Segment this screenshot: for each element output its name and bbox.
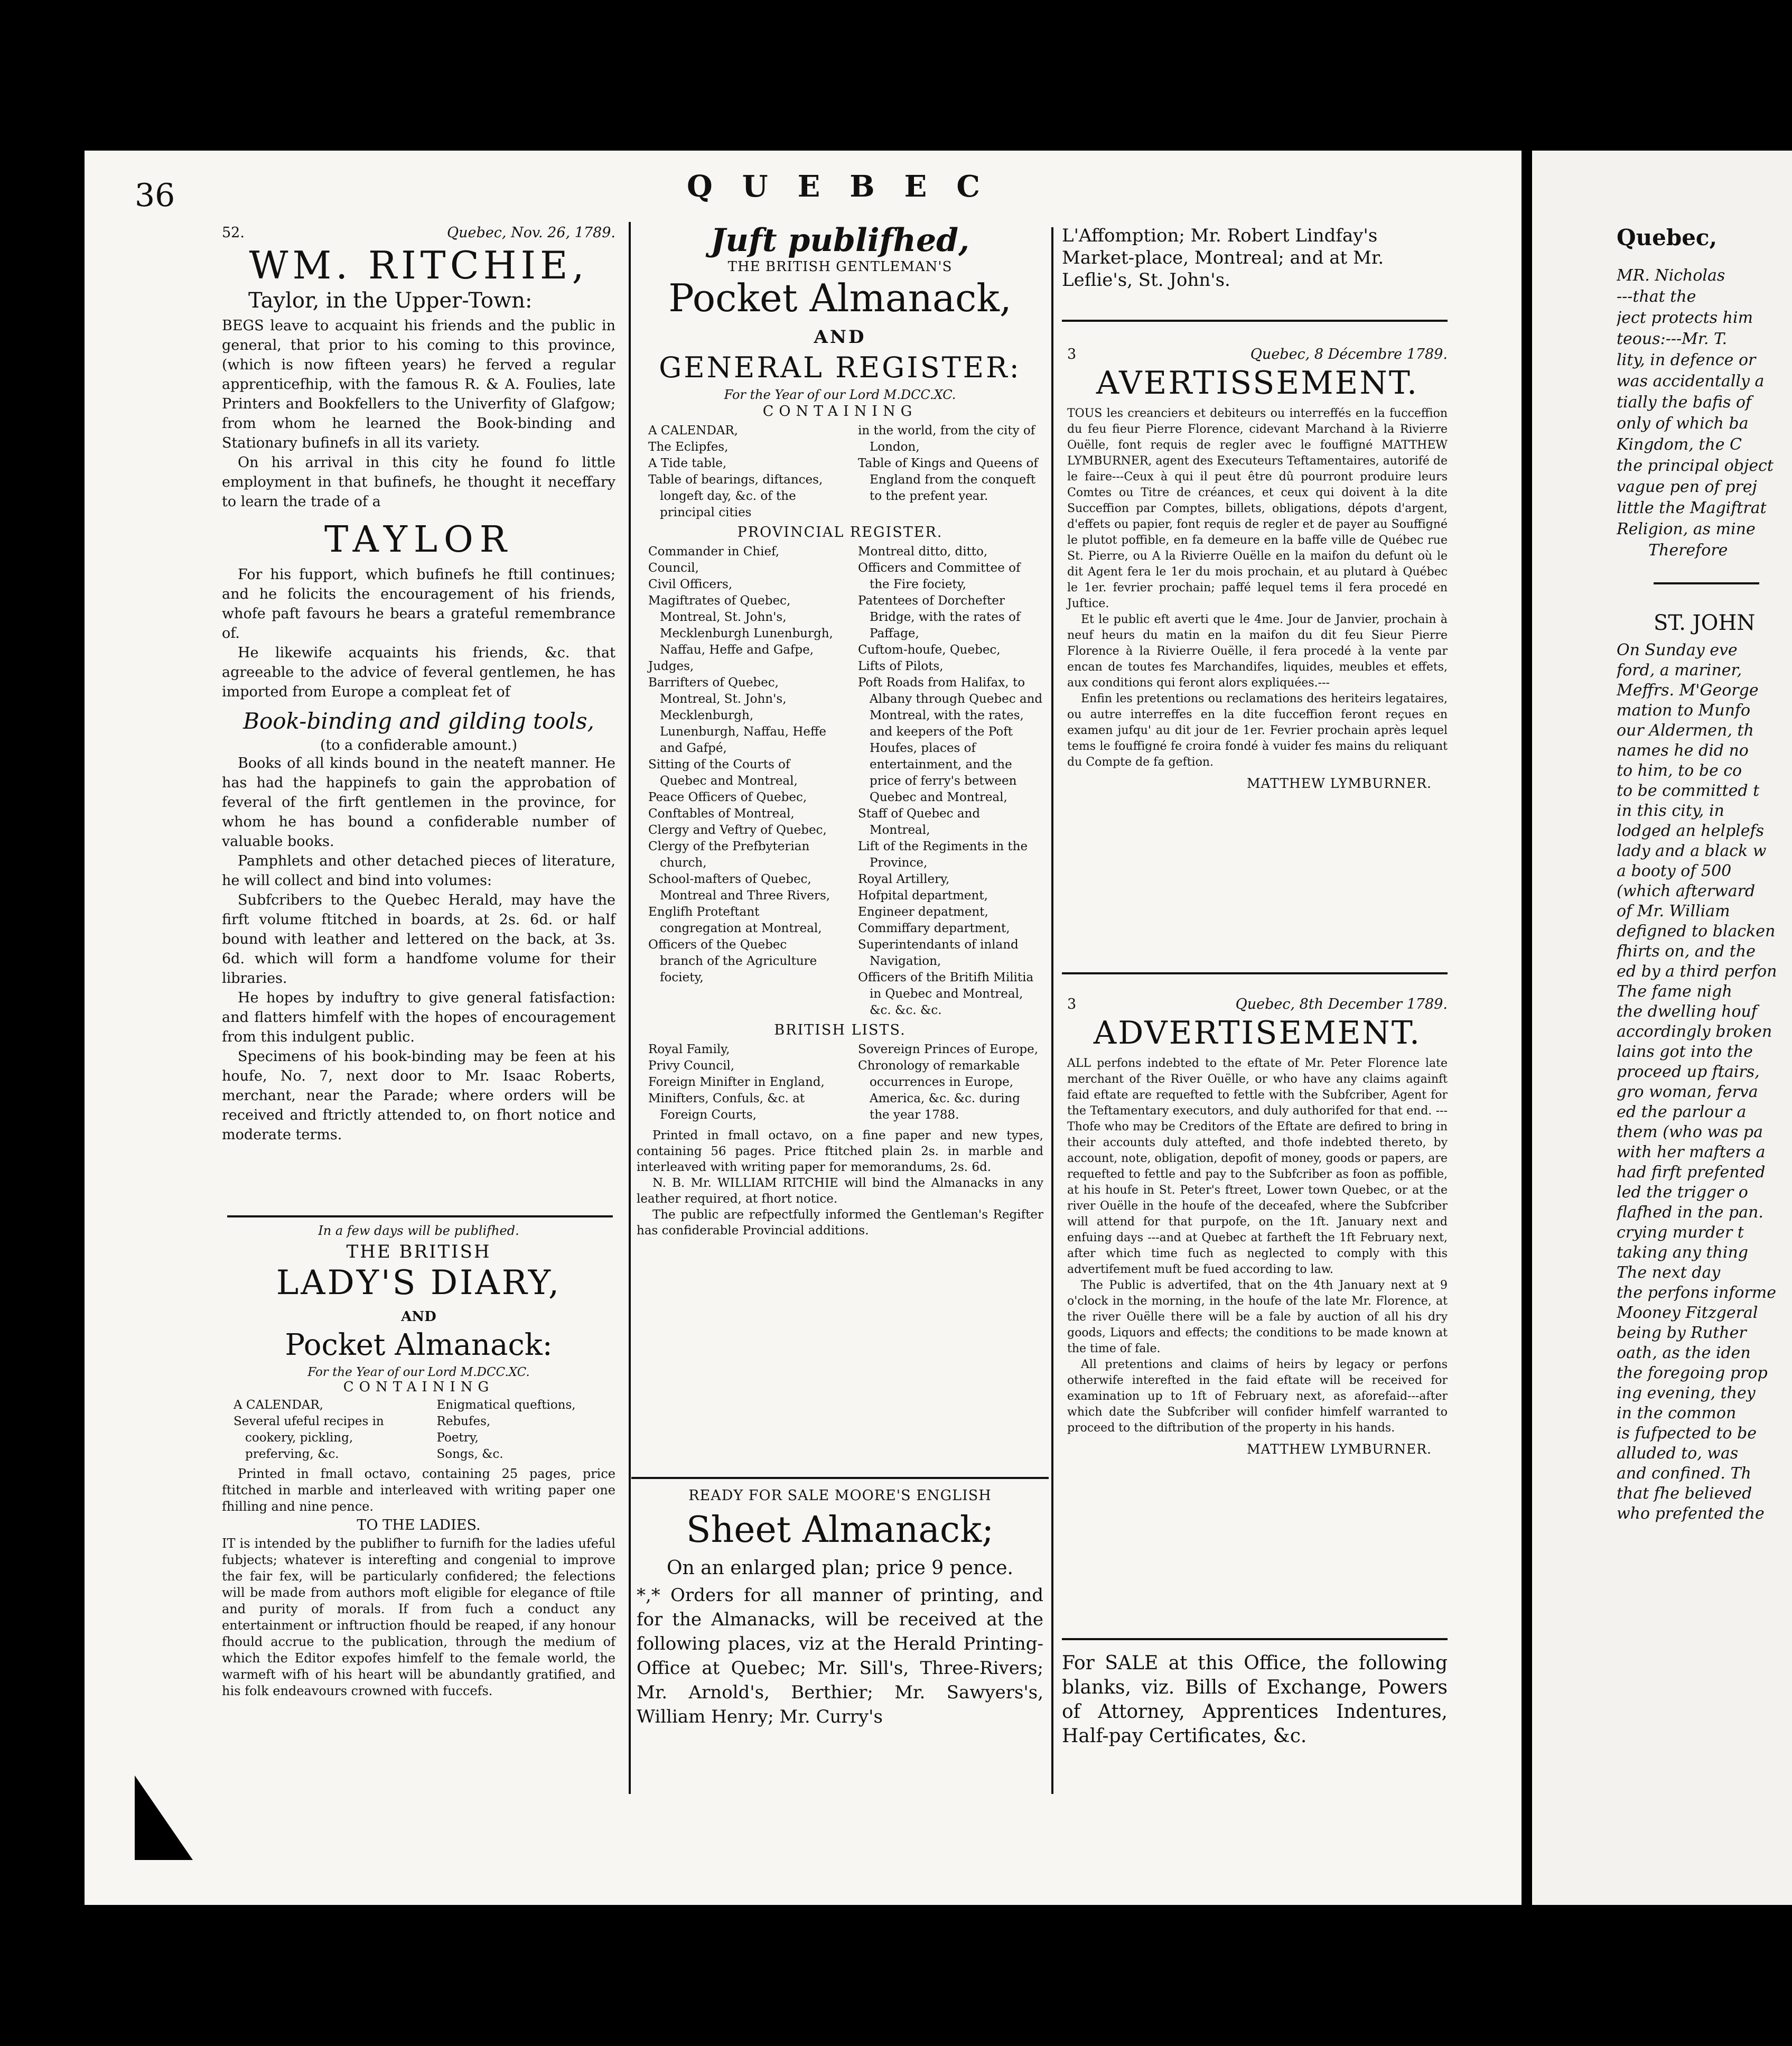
- advert-dateline: Quebec, 8 Décembre 1789.: [1250, 346, 1448, 362]
- list-item: Commander in Chief,: [648, 545, 780, 559]
- list-item: Staff of Quebec and Montreal,: [858, 807, 981, 837]
- section-rule: [1062, 320, 1448, 322]
- text-line: was accidentally a: [1617, 372, 1765, 390]
- sheet-title: Sheet Almanack;: [686, 1509, 994, 1551]
- list-item: Rebufes,: [436, 1415, 491, 1428]
- list-item: Peace Officers of Quebec,: [648, 790, 807, 804]
- list-item: The Eclipfes,: [648, 440, 729, 454]
- nb-note: N. B. Mr. WILLIAM RITCHIE will bind the Almanacks in any leather required, at fhort notice.: [637, 1176, 1043, 1206]
- paragraph: Enfin les pretentions ou reclamations des heriteirs legataires, ou autre interreffes en la dite fucceffion feront reçues en examen jufqu' au dit jour de 1er. Fevrier prochain après lequel tems le fouffigné fe croira fondé à vuider fes mains du reliquant du Compte de fa geftion.: [1067, 692, 1448, 769]
- paragraph: For his fupport, which bufinefs he ftill continues; and he folicits the encouragement of his friends, whofe paft favours he bears a grateful remembrance of.: [222, 566, 615, 641]
- avertissement-advert: [1067, 346, 1448, 791]
- list-item: Table of bearings, diftances, longeft day, &c. of the principal cities: [648, 473, 823, 519]
- section-rule: [1654, 582, 1759, 584]
- paragraph: On his arrival in this city he found fo little employment in that bufinefs, he thought it neceffary to learn the trade of a: [222, 454, 615, 510]
- st-john-heading: ST. JOHN: [1654, 611, 1756, 635]
- text-line: the perfons informe: [1617, 1284, 1777, 1302]
- list-item: Officers and Committee of the Fire fociety,: [858, 561, 1021, 591]
- text-line: to be committed t: [1617, 782, 1760, 800]
- text-line: vague pen of prej: [1617, 478, 1757, 496]
- column-three: [1062, 225, 1448, 291]
- text-line: fhirts on, and the: [1617, 942, 1756, 961]
- year-line: For the Year of our Lord M.DCC.XC.: [724, 387, 956, 402]
- intro-line: In a few days will be publifhed.: [318, 1223, 519, 1238]
- text-line: our Aldermen, th: [1617, 721, 1754, 740]
- sub-title: THE BRITISH GENTLEMAN'S: [727, 259, 953, 275]
- text-line: to him, to be co: [1617, 761, 1742, 780]
- text-line: little the Magiftrat: [1617, 499, 1767, 517]
- list-item: Civil Officers,: [648, 578, 733, 591]
- list-item: Lifts of Pilots,: [858, 659, 944, 673]
- advert-dateline: Quebec, 8th December 1789.: [1235, 996, 1448, 1012]
- plan-line: On an enlarged plan; price 9 pence.: [667, 1557, 1013, 1579]
- text-line: in the common: [1617, 1404, 1737, 1422]
- list-item: A CALENDAR,: [234, 1398, 323, 1412]
- title-line: THE BRITISH: [346, 1241, 491, 1262]
- ready-line: READY FOR SALE MOORE'S ENGLISH: [688, 1487, 992, 1504]
- list-item: A CALENDAR,: [648, 424, 738, 438]
- text-line: Kingdom, the C: [1617, 435, 1742, 454]
- list-item: in the world, from the city of London,: [858, 424, 1035, 454]
- year-line: For the Year of our Lord M.DCC.XC.: [307, 1365, 530, 1379]
- list-item: Table of Kings and Queens of England from the conqueft to the prefent year.: [858, 457, 1038, 503]
- text-line: with her mafters a: [1617, 1143, 1766, 1161]
- text-line: Mooney Fitzgeral: [1617, 1304, 1758, 1322]
- next-page-header: Quebec,: [1617, 225, 1718, 250]
- text-line: that fhe believed: [1617, 1484, 1752, 1503]
- text-line: lity, in defence or: [1617, 351, 1756, 369]
- lady-diary-advert: [222, 1223, 615, 1699]
- paragraph: All pretentions and claims of heirs by legacy or perfons otherwife interefted in the faid eftate will be received for examination up to 1ft of February next, as aforefaid---after which date the Subfcriber will confider himfelf warranted to proceed to the diftribution of the property in his hands.: [1067, 1358, 1448, 1435]
- list-item: Privy Council,: [648, 1059, 735, 1073]
- list-item: Magiftrates of Quebec, Montreal, St. John's, Mecklenburgh Lunenburgh, Naffau, Heffe and Gafpe,: [648, 594, 833, 657]
- text-line: taking any thing: [1617, 1243, 1748, 1262]
- list-item: Hofpital department,: [858, 889, 988, 903]
- text-line: who prefented the: [1617, 1504, 1765, 1523]
- list-item: Royal Artillery,: [858, 872, 950, 886]
- text-line: ed the parlour a: [1617, 1103, 1747, 1121]
- text-line: oath, as the iden: [1617, 1344, 1751, 1362]
- list-item: Council,: [648, 561, 699, 575]
- text-line: ed by a third perfon: [1617, 962, 1777, 981]
- list-item: Minifters, Confuls, &c. at Foreign Courts,: [648, 1092, 805, 1122]
- sale-text: For SALE at this Office, the following blanks, viz. Bills of Exchange, Powers of Attorney, Apprentices Indentures, Half-pay Certificates, &c.: [1062, 1652, 1448, 1747]
- list-item: School-mafters of Quebec, Montreal and Three Rivers,: [648, 872, 830, 903]
- text-line: a booty of 500: [1617, 862, 1732, 880]
- text-line: the dwelling houf: [1617, 1002, 1757, 1021]
- text-line: mation to Munfo: [1617, 701, 1751, 720]
- text-line: the principal object: [1617, 457, 1774, 475]
- paragraph: Pamphlets and other detached pieces of literature, he will collect and bind into volumes:: [222, 853, 615, 889]
- orders-text: *,* Orders for all manner of printing, and for the Almanacks, will be received at the following places, viz at the Herald Printing-Office at Quebec; Mr. Sill's, Three-Rivers; Mr. Arnold's, Berthier; Mr. Sawyers's, William Henry; Mr. Curry's: [637, 1585, 1043, 1727]
- agents-continued: L'Affomption; Mr. Robert Lindfay's Market-place, Montreal; and at Mr. Leflie's, St. John's.: [1062, 225, 1384, 291]
- text-line: ing evening, they: [1617, 1384, 1756, 1402]
- list-item: Royal Family,: [648, 1043, 730, 1056]
- for-sale-notice: [1062, 1651, 1448, 1749]
- text-line: only of which ba: [1617, 414, 1749, 433]
- list-item: Commiffary department,: [858, 922, 1010, 935]
- ladies-text: IT is intended by the publifher to furnifh for the ladies ufeful fubjects; whatever is interefting and congenial to improve the fair fex, will be particularly confidered; the felections will be made from authors moft eligible for elegance of ftile and purity of morals. If from fuch a conduct any entertainment or inftruction fhould be reaped, if any honour fhould accrue to the publication, through the medium of which the Editor expofes himfelf to the female world, the warmeft wifh of his heart will be abundantly gratified, and his folk endeavours crowned with fuccefs.: [222, 1536, 615, 1698]
- text-line: tially the bafis of: [1617, 393, 1752, 412]
- text-line: (which afterward: [1617, 882, 1756, 900]
- list-item: Sitting of the Courts of Quebec and Montreal,: [648, 758, 798, 788]
- list-item: Superintendants of inland Navigation,: [858, 938, 1019, 968]
- list-item: Cuftom-houfe, Quebec,: [858, 643, 1001, 657]
- tools-note: (to a confiderable amount.): [320, 737, 518, 754]
- paragraph: He hopes by induftry to give general fatisfaction: and flatters himfelf with the hopes of encouragement from this indulgent public.: [222, 990, 615, 1045]
- text-line: flafhed in the pan.: [1617, 1203, 1763, 1222]
- advert-dateline: Quebec, Nov. 26, 1789.: [447, 225, 615, 241]
- text-line: accordingly broken: [1617, 1022, 1772, 1041]
- advert-number: 52.: [222, 225, 245, 241]
- text-line: being by Ruther: [1617, 1324, 1747, 1342]
- list-item: Clergy and Veftry of Quebec,: [648, 823, 827, 837]
- section-rule: [1062, 1638, 1448, 1640]
- paragraph: Specimens of his book-binding may be feen at his houfe, No. 7, next door to Mr. Isaac Roberts, merchant, near the Parade; where orders will be received and ftrictly attended to, on fhort notice and moderate terms.: [222, 1048, 615, 1143]
- list-item: Poft Roads from Halifax, to Albany through Quebec and Montreal, with the rates, and keepers of the Poft Houfes, places of entertainment, and the price of ferry's between Quebec and Montreal,: [858, 676, 1043, 804]
- paragraph: BEGS leave to acquaint his friends and the public in general, that prior to his coming to this province, (which is now fifteen years) he ferved a regular apprenticefhip, with the famous R. & A. Foulies, late Printers and Bookfellers to the Univerfity of Glafgow; from whom he learned the Book-binding and Stationary bufinefs in all its variety.: [222, 318, 615, 451]
- list-item: Foreign Minifter in England,: [648, 1075, 825, 1089]
- page-corner-shadow: [135, 1775, 193, 1860]
- text-line: teous:---Mr. T.: [1617, 330, 1728, 348]
- list-item: Sovereign Princes of Europe,: [858, 1043, 1039, 1056]
- containing-line: CONTAINING: [762, 403, 918, 420]
- text-line: ject protects him: [1617, 309, 1753, 327]
- text-line: The fame nigh: [1617, 982, 1732, 1001]
- section-rule: [227, 1215, 613, 1217]
- to-ladies-heading: TO THE LADIES.: [357, 1517, 481, 1533]
- text-line: Therefore: [1648, 541, 1728, 560]
- advert-number: 3: [1067, 346, 1077, 362]
- printed-note: Printed in fmall octavo, containing 25 pages, price ftitched in marble and interleaved with writing paper one fhilling and nine pence.: [222, 1466, 615, 1514]
- column-rule-2: [1051, 227, 1053, 1794]
- text-line: proceed up ftairs,: [1617, 1063, 1760, 1081]
- text-line: names he did no: [1617, 741, 1749, 760]
- text-line: alluded to, was: [1617, 1444, 1739, 1463]
- paragraph: TOUS les creanciers et debiteurs ou interreffés en la fucceffion du feu fieur Pierre Florence, cidevant Marchand à la Rivierre Ouëlle, font requis de regler avec le fouffigné MATTHEW LYMBURNER, agent des Executeurs Teftamentaires, autorifé de le faire---Ceux à qui il peut être dû pourront produire leurs Comtes ou Titre de créances, et ceux qui doivent à la dite Succeffion par Comptes, billets, obligations, dépots d'argent, d'effets ou papier, font requis de regler et de payer au Souffigné le plutot poffible, en fa demeure en la baffe ville de Québec rue St. Pierre, ou A la Rivierre Ouëlle en la maifon du defunt où le dit Agent fera le 1er du mois prochain, et au plutard à Québec le 1er. fevrier prochain; paffé lequel tems il fera procedé en Juftice.: [1067, 407, 1448, 610]
- list-item: A Tide table,: [648, 457, 727, 470]
- title-sub: Pocket Almanack:: [285, 1328, 553, 1362]
- just-published: Juft publifhed,: [711, 222, 969, 259]
- text-line: led the trigger o: [1617, 1183, 1748, 1202]
- list-item: Englifh Proteftant congregation at Montreal,: [648, 905, 822, 935]
- text-line: Meffrs. M'George: [1617, 681, 1759, 700]
- paragraph: Et le public eft averti que le 4me. Jour de Janvier, prochain à neuf heurs du matin en la maifon du dit feu Sieur Pierre Florence à la Rivierre Ouëlle, il fera procedé à la vente par encan de toutes fes Marchandifes, liquides, meubles et effets, aux conditions qui feront alors expliquées.---: [1067, 613, 1448, 690]
- list-item: Chronology of remarkable occurrences in Europe, America, &c. &c. during the year 1788.: [858, 1059, 1020, 1122]
- list-item: Enigmatical queftions,: [436, 1398, 576, 1412]
- list-item: Barrifters of Quebec, Montreal, St. John's, Mecklenburgh, Lunenburgh, Naffau, Heffe and Gafpé,: [648, 676, 826, 755]
- section-rule: [1062, 972, 1448, 974]
- text-line: lodged an helplefs: [1617, 822, 1765, 840]
- next-page-fragment: [1617, 225, 1791, 1524]
- advertisement-advert: [1067, 996, 1448, 1457]
- paragraph: ALL perfons indebted to the eftate of Mr. Peter Florence late merchant of the River Ouëlle, or who have any claims againft faid eftate are requefted to fettle with the Subfcriber, Agent for the Teftamentary executors, and duly authorifed for that end. ---Thofe who may be Creditors of the Eftate are defired to bring in their accounts duly attefted, and thofe indebted thereto, by account, note, obligation, depofit of money, goods or papers, are requefted to fettle and pay to the Subfcriber as foon as poffible, at his houfe in St. Peter's ftreet, Lower town Quebec, or at the river Ouëlle in the houfe of the deceafed, where the Subfcriber will attend for that purpofe, on the 1ft. January next and enfuing days ---and at Quebec at fartheft the 1ft February next, after which time fuch as neglected to comply with this advertifement muft be fued according to law.: [1067, 1057, 1448, 1276]
- and-line: AND: [814, 327, 866, 348]
- printed-note: Printed in fmall octavo, on a fine paper and new types, containing 56 pages. Price ftitched plain 2s. in marble and interleaved with writing paper for memorandums, 2s. 6d.: [637, 1129, 1043, 1174]
- text-line: MR. Nicholas: [1617, 266, 1725, 285]
- paragraph: He likewife acquaints his friends, &c. that agreeable to the advice of feveral gentlemen, he has imported from Europe a compleat fet of: [222, 645, 615, 700]
- list-item: Several ufeful recipes in cookery, pickling, preferving, &c.: [234, 1415, 384, 1461]
- avert-title: AVERTISSEMENT.: [1096, 365, 1419, 402]
- list-item: Songs, &c.: [436, 1447, 503, 1461]
- list-item: Judges,: [648, 659, 694, 673]
- sheet-almanack-advert: [637, 1487, 1043, 1729]
- list-item: Montreal ditto, ditto,: [858, 545, 988, 559]
- text-line: Religion, as mine: [1617, 520, 1756, 538]
- text-line: ---that the: [1617, 287, 1696, 306]
- advertiser-name: WM. RITCHIE,: [249, 243, 589, 287]
- text-line: crying murder t: [1617, 1223, 1744, 1242]
- list-item: Patentees of Dorchefter Bridge, with the rates of Paffage,: [858, 594, 1021, 640]
- text-line: gro woman, ferva: [1617, 1083, 1758, 1101]
- advert-number: 3: [1067, 996, 1077, 1012]
- tools-heading: Book-binding and gilding tools,: [243, 708, 594, 734]
- text-line: of Mr. William: [1617, 902, 1730, 920]
- signature: MATTHEW LYMBURNER.: [1246, 1442, 1432, 1457]
- list-item: Lift of the Regiments in the Province,: [858, 840, 1028, 870]
- text-line: On Sunday eve: [1617, 641, 1738, 659]
- containing-line: CONTAINING: [343, 1379, 494, 1395]
- list-item: Engineer depatment,: [858, 905, 988, 919]
- text-line: had firft prefented: [1617, 1163, 1766, 1182]
- text-line: the foregoing prop: [1617, 1364, 1768, 1382]
- section-heading: BRITISH LISTS.: [774, 1022, 906, 1038]
- list-item: Officers of the Britifh Militia in Quebec and Montreal, &c. &c. &c.: [858, 971, 1034, 1017]
- text-line: lains got into the: [1617, 1043, 1753, 1061]
- ritchie-advert: [222, 225, 615, 1145]
- title-register: GENERAL REGISTER:: [659, 351, 1021, 384]
- and-line: AND: [401, 1309, 436, 1325]
- paragraph: The Public is advertifed, that on the 4th January next at 9 o'clock in the morning, in the houfe of the late Mr. Florence, at the river Ouëlle there will be a fale by auction of all his dry goods, Liquors and effects; the conditions to be made known at the time of fale.: [1067, 1279, 1448, 1355]
- text-line: them (who was pa: [1617, 1123, 1763, 1141]
- gentleman-almanack-advert: [637, 222, 1043, 1239]
- list-item: Conftables of Montreal,: [648, 807, 795, 821]
- adv-title: ADVERTISEMENT.: [1093, 1015, 1422, 1052]
- title-main: Pocket Almanack,: [668, 276, 1012, 320]
- respect-note: The public are refpectfully informed the Gentleman's Regifter has confiderable Provincial additions.: [637, 1208, 1043, 1238]
- text-line: defigned to blacken: [1617, 922, 1776, 941]
- list-item: Poetry,: [436, 1431, 479, 1445]
- list-item: Officers of the Quebec branch of the Agriculture fociety,: [648, 938, 817, 984]
- section-rule: [631, 1477, 1049, 1479]
- taylor-heading: TAYLOR: [324, 519, 513, 561]
- text-line: and confined. Th: [1617, 1464, 1751, 1483]
- paragraph: Subfcribers to the Quebec Herald, may have the firft volume ftitched in boards, at 2s. 6d. or half bound with leather and lettered on the back, at 3s. 6d. which will form a handfome volume for their libraries.: [222, 892, 615, 987]
- text-line: The next day: [1617, 1263, 1721, 1282]
- paragraph: Books of all kinds bound in the neateft manner. He has had the happinefs to gain the approbation of feveral of the firft gentlemen in the province, for whom he has bound a confiderable number of valuable books.: [222, 755, 615, 850]
- column-rule-1: [629, 222, 631, 1794]
- trade-line: Taylor, in the Upper-Town:: [248, 289, 533, 313]
- list-item: Clergy of the Prefbyterian church,: [648, 840, 810, 870]
- page-number: 36: [135, 177, 175, 214]
- title-main: LADY'S DIARY,: [276, 1263, 562, 1303]
- text-line: lady and a black w: [1617, 842, 1767, 860]
- masthead-title: QUEBEC: [687, 169, 1010, 204]
- signature: MATTHEW LYMBURNER.: [1246, 776, 1432, 791]
- section-heading: PROVINCIAL REGISTER.: [737, 524, 943, 541]
- text-line: in this city, in: [1617, 802, 1724, 820]
- text-line: is fufpected to be: [1617, 1424, 1757, 1443]
- text-line: ford, a mariner,: [1617, 661, 1742, 680]
